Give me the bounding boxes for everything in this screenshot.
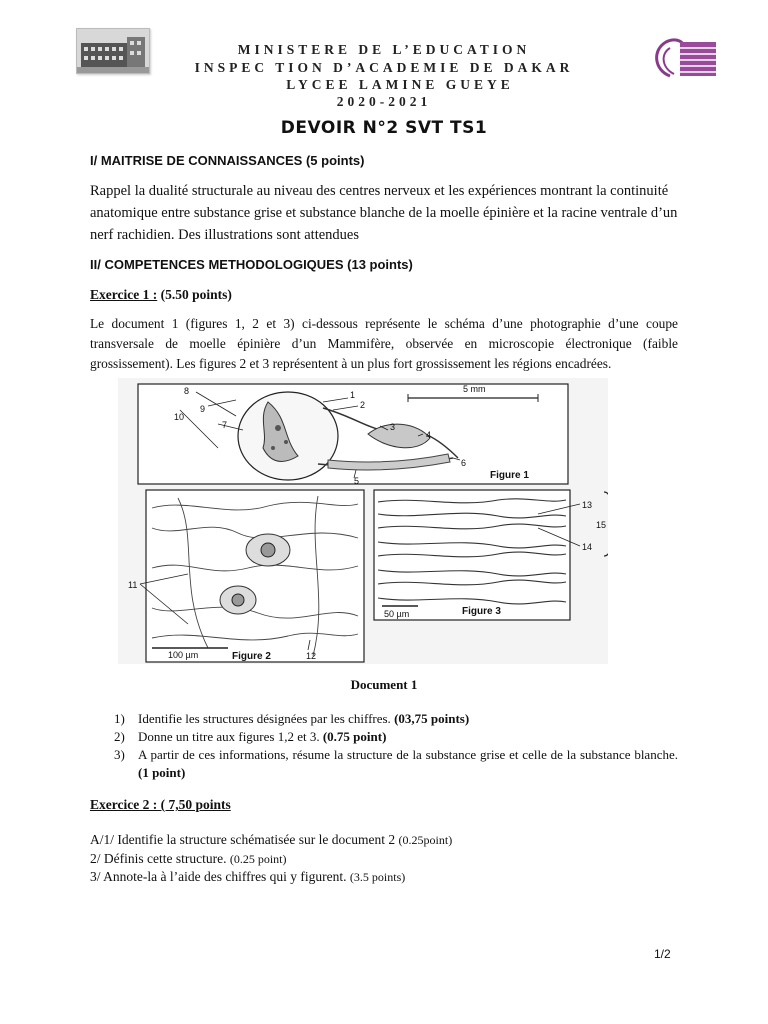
- figure-label-3: 3: [390, 422, 396, 432]
- exercice2-q2-text: 2/ Définis cette structure.: [90, 851, 230, 866]
- exercice1-questions: [90, 710, 678, 782]
- question-1: [90, 710, 678, 728]
- exercice2-q2: [90, 851, 287, 867]
- exercice2-label: Exercice 2 : ( 7,50 points: [90, 797, 231, 812]
- scale-100um: 100 µm: [168, 650, 199, 660]
- exercice2-q1: [90, 832, 452, 848]
- question-3-points: (1 point): [138, 765, 186, 780]
- figure-label-12: 12: [306, 651, 317, 661]
- figure-label-13: 13: [582, 500, 593, 510]
- exercice2-q1-text: A/1/ Identifie la structure schématisée sur le document 2: [90, 832, 399, 847]
- scale-50um: 50 µm: [384, 609, 410, 619]
- header-ministry: MINISTERE DE L’EDUCATION: [237, 42, 531, 57]
- figure-label-1: 1: [350, 390, 356, 400]
- exercice2-q3-points: (3.5 points): [349, 870, 406, 884]
- exercice2-q1-points: (0.25point): [398, 833, 453, 847]
- figure-label-14: 14: [582, 542, 593, 552]
- page-number: 1/2: [654, 947, 671, 961]
- exercice2-heading: [90, 797, 231, 813]
- figure3-label: Figure 3: [462, 606, 501, 617]
- page-title: DEVOIR N°2 SVT TS1: [280, 118, 488, 138]
- header-school: LYCEE LAMINE GUEYE: [286, 77, 514, 92]
- exercice1-label: Exercice 1 :: [90, 287, 158, 302]
- exercice2-q2-points: (0.25 point): [229, 852, 287, 866]
- question-2-text: Donne un titre aux figures 1,2 et 3.: [138, 729, 323, 744]
- figure-label-15: 15: [596, 520, 607, 530]
- header-year: 2020-2021: [336, 94, 432, 109]
- question-3: [90, 746, 678, 782]
- question-3-number: 3): [114, 747, 125, 762]
- exercice1-points: (5.50 points): [160, 287, 232, 302]
- figure-label-4: 4: [426, 430, 432, 440]
- exercice1-text: Le document 1 (figures 1, 2 et 3) ci-dessous représente le schéma d’une photographie d’une coupe transversale de moelle épinière d’un Mammifère, observée en microscopie électronique (faible grossissement). Les figures 2 et 3 représentent à un plus fort grossissement les régions encadrées.: [90, 316, 678, 371]
- figure-label-6: 6: [461, 458, 467, 468]
- document1-caption: Document 1: [350, 677, 418, 692]
- question-2-points: (0.75 point): [322, 729, 387, 744]
- figure-label-11: 11: [128, 580, 138, 590]
- question-1-points: (03,75 points): [394, 711, 470, 726]
- question-2-number: 2): [114, 729, 125, 744]
- question-1-text: Identifie les structures désignées par les chiffres.: [138, 711, 395, 726]
- scale-5mm: 5 mm: [463, 384, 486, 394]
- figure-label-2: 2: [360, 400, 366, 410]
- figure-label-8: 8: [184, 386, 190, 396]
- section1-text: Rappel la dualité structurale au niveau des centres nerveux et les expériences montrant la continuité anatomique entre substance grise et substance blanche de la moelle épinière et la racine ventrale d’un nerf rachidien. Des illustrations sont attendues: [90, 183, 678, 243]
- section2-heading: II/ COMPETENCES METHODOLOGIQUES (13 points): [90, 257, 413, 272]
- figure-label-9: 9: [200, 404, 206, 414]
- question-1-number: 1): [114, 711, 125, 726]
- figure-label-5: 5: [354, 476, 360, 486]
- figure1-label: Figure 1: [490, 470, 529, 481]
- figure2-label: Figure 2: [232, 651, 271, 662]
- document1-figure: [118, 378, 608, 664]
- exercice1-heading: [90, 287, 232, 303]
- exercice2-q3: [90, 869, 405, 885]
- figure-label-10: 10: [174, 412, 185, 422]
- header-inspection: INSPEC TION D’ACADEMIE DE DAKAR: [194, 60, 574, 75]
- question-3-text: A partir de ces informations, résume la structure de la substance grise et celle de la substance blanche.: [138, 747, 678, 762]
- question-2: [90, 728, 678, 746]
- figure-label-7: 7: [222, 420, 228, 430]
- exercice2-q3-text: 3/ Annote-la à l’aide des chiffres qui y figurent.: [90, 869, 350, 884]
- section1-heading: I/ MAITRISE DE CONNAISSANCES (5 points): [90, 153, 365, 168]
